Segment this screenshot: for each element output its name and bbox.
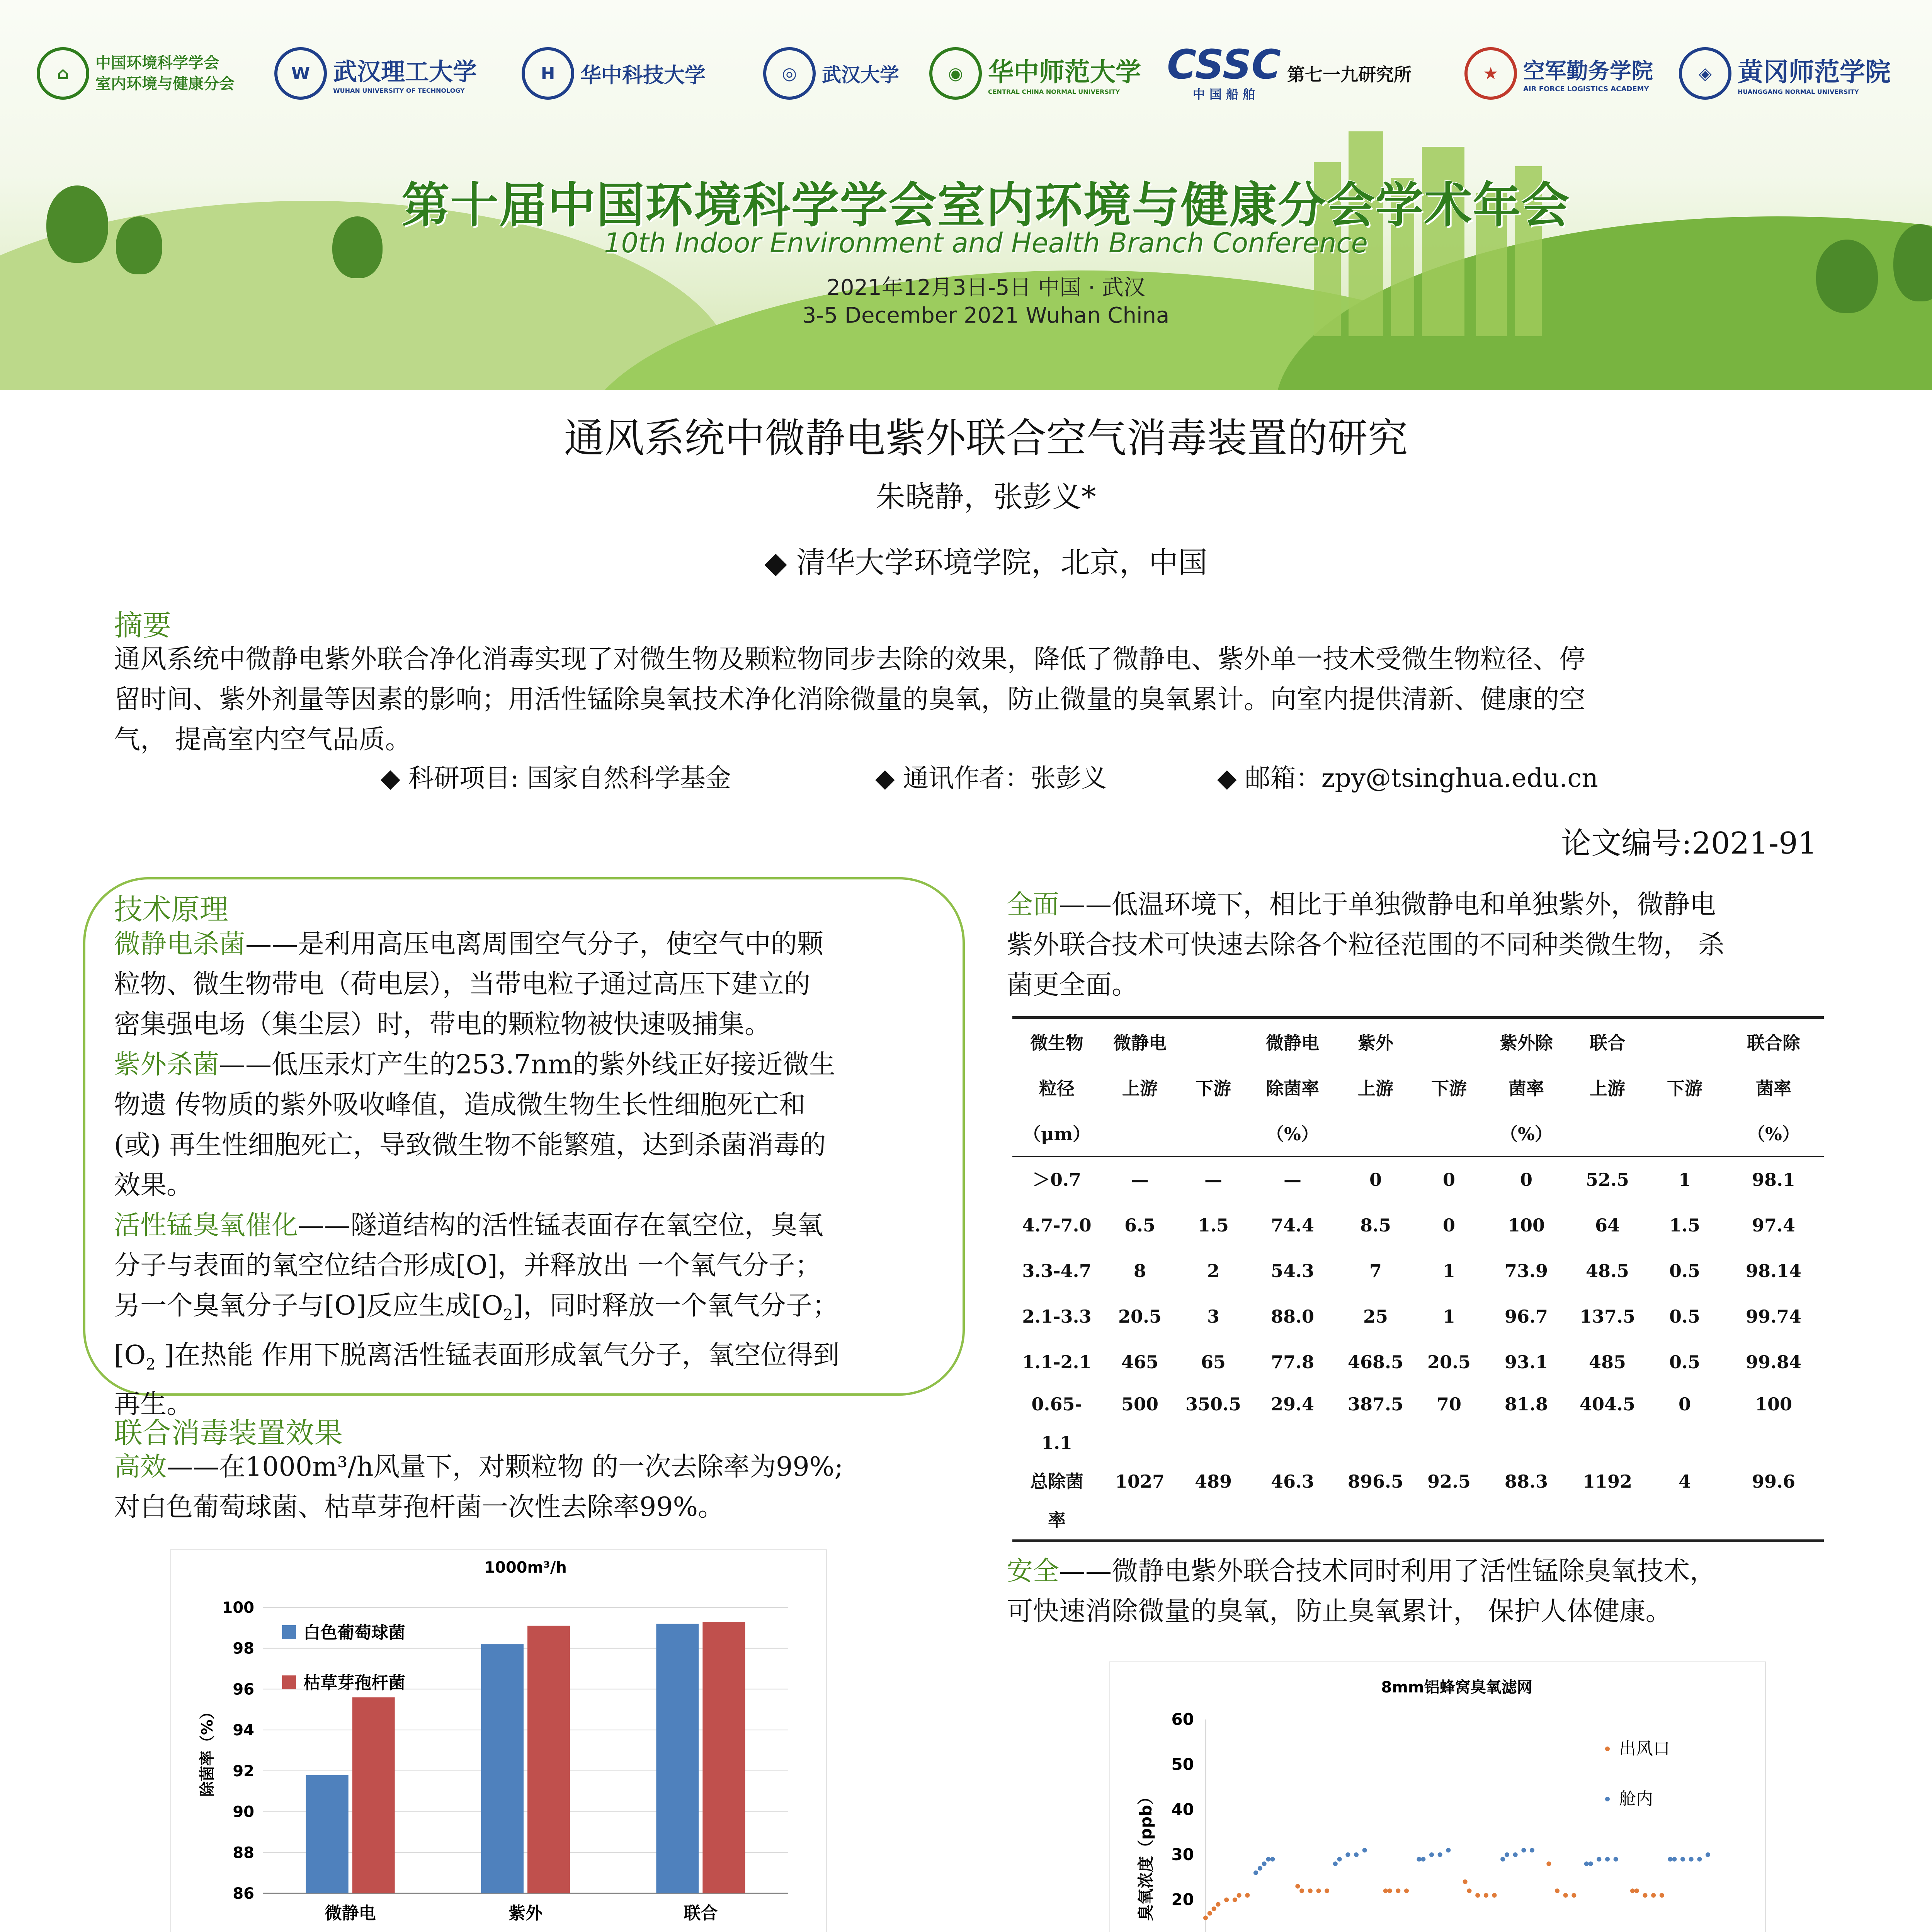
data-point — [1467, 1888, 1472, 1893]
table-cell: 1027 — [1101, 1462, 1179, 1541]
table-header-cell: 紫外 — [1337, 1018, 1414, 1065]
data-point — [1333, 1861, 1338, 1866]
principle-line: ——低压汞灯产生的253.7nm的紫外线正好接近微生 — [219, 1049, 835, 1080]
logo-whut — [274, 46, 477, 100]
hust-badge-icon: H — [522, 47, 574, 100]
data-point — [1308, 1888, 1313, 1893]
conference-date-en: 3-5 December 2021 Wuhan China — [802, 303, 1170, 328]
legend-marker — [1605, 1797, 1610, 1801]
logo-whu — [763, 46, 899, 100]
conference-title-en: 10th Indoor Environment and Health Branch Conference — [604, 227, 1368, 259]
data-point — [1521, 1848, 1526, 1852]
keyword-full: 全面 — [1007, 889, 1060, 920]
data-point — [1630, 1888, 1635, 1893]
table-header-cell: 下游 — [1431, 1078, 1467, 1099]
table-cell: 20.5 — [1118, 1306, 1162, 1327]
chart-title: 1000m³/h — [484, 1559, 567, 1577]
effect-heading: 联合消毒装置效果 — [114, 1417, 343, 1450]
table-row — [1012, 1248, 1824, 1294]
table-cell: 0.5 — [1669, 1306, 1701, 1327]
data-point — [1421, 1857, 1425, 1862]
logo-cssc — [1167, 41, 1412, 102]
keyword-uv: 紫外杀菌 — [114, 1049, 219, 1080]
data-point — [1689, 1857, 1694, 1862]
data-point — [1216, 1902, 1221, 1906]
logo-cssc-sub: 中 国 船 舶 — [1192, 87, 1255, 102]
data-point — [1584, 1861, 1589, 1866]
logo-ccnu — [929, 46, 1141, 100]
table-header-row — [1012, 1110, 1824, 1156]
logo-hgnu-sub: HUANGGANG NORMAL UNIVERSITY — [1738, 88, 1859, 95]
data-point — [1546, 1861, 1551, 1866]
table-cell: 97.4 — [1752, 1215, 1796, 1236]
data-point — [1237, 1893, 1242, 1898]
legend-marker — [1605, 1747, 1610, 1751]
table-cell: 总除菌 率 — [1012, 1462, 1101, 1541]
bar — [352, 1697, 395, 1893]
data-point — [1362, 1848, 1367, 1852]
hgnu-badge-icon: ◈ — [1679, 47, 1731, 100]
table-header-cell: 微生物 — [1012, 1018, 1101, 1065]
data-point — [1651, 1893, 1656, 1898]
principle-line: 物遗 传物质的紫外吸收峰值，造成微生物生长性细胞死亡和 — [114, 1090, 806, 1120]
data-point — [1706, 1852, 1710, 1857]
table-row — [1012, 1385, 1824, 1462]
principle-line: 粒物、微生物带电（荷电层），当带电粒子通过高压下建立的 — [114, 969, 811, 1000]
table-cell: 88.0 — [1270, 1306, 1315, 1327]
logo-whu-name: 武汉大学 — [822, 63, 899, 86]
bar — [702, 1622, 745, 1893]
logo-whut-sub: WUHAN UNIVERSITY OF TECHNOLOGY — [333, 87, 465, 94]
table-cell: 96.7 — [1504, 1306, 1548, 1327]
table-row — [1012, 1462, 1824, 1541]
table-cell: 81.8 — [1504, 1394, 1548, 1415]
logo-hgnu-name: 黄冈师范学院 — [1738, 57, 1891, 87]
table-header-cell: 上游 — [1590, 1078, 1625, 1099]
data-point — [1208, 1911, 1212, 1916]
data-point — [1614, 1857, 1618, 1862]
bar — [481, 1644, 524, 1893]
y-tick-label: 30 — [1171, 1845, 1194, 1864]
y-tick-label: 100 — [222, 1599, 254, 1617]
data-point — [1513, 1852, 1518, 1857]
data-point — [1383, 1888, 1388, 1893]
table-cell: — — [1204, 1169, 1222, 1190]
table-cell: 100 — [1755, 1394, 1793, 1415]
logo-aflc — [1464, 46, 1653, 100]
data-point — [1588, 1861, 1593, 1866]
data-point — [1258, 1866, 1262, 1871]
logo-society-line2: 室内环境与健康分会 — [95, 75, 235, 93]
data-point — [1446, 1848, 1451, 1852]
removal-table — [1012, 1016, 1824, 1542]
data-point — [1295, 1884, 1300, 1889]
abstract-heading: 摘要 — [114, 609, 171, 642]
logo-whut-name: 武汉理工大学 — [333, 58, 477, 86]
table-row — [1012, 1202, 1824, 1248]
principle-line: ——隧道结构的活性锰表面存在氧空位，臭氧 — [298, 1210, 824, 1241]
y-axis-label: 除菌率（%） — [199, 1704, 216, 1797]
principle-line: ]，同时释放一个氧气分子； — [513, 1291, 839, 1321]
data-point — [1345, 1852, 1350, 1857]
table-header-cell — [1646, 1018, 1723, 1065]
table-cell: 0 — [1369, 1169, 1382, 1190]
bar — [656, 1624, 699, 1893]
email-info: ◆ 邮箱：zpy@tsinghua.edu.cn — [1217, 763, 1598, 793]
data-point — [1404, 1888, 1409, 1893]
y-tick-label: 96 — [233, 1680, 254, 1699]
principle-line: 分子与表面的氧空位结合形成[O]，并释放出 一个氧气分子； — [114, 1250, 821, 1281]
keyword-manganese: 活性锰臭氧催化 — [114, 1210, 298, 1241]
table-cell: 8 — [1133, 1260, 1146, 1281]
table-header-cell — [1414, 1018, 1484, 1065]
table-cell: 3.3-4.7 — [1022, 1260, 1092, 1281]
table-header-cell: 菌率 — [1509, 1078, 1544, 1099]
chart-frame — [1109, 1662, 1766, 1932]
legend-label: 枯草芽孢杆菌 — [303, 1673, 405, 1693]
logo-society-line1: 中国环境科学学会 — [95, 54, 219, 72]
data-point — [1354, 1852, 1359, 1857]
table-cell: 65 — [1201, 1352, 1226, 1372]
table-cell: 29.4 — [1270, 1394, 1315, 1415]
table-header-cell: 下游 — [1667, 1078, 1702, 1099]
table-cell: 99.84 — [1745, 1352, 1802, 1372]
data-point — [1672, 1857, 1677, 1862]
table-header-cell: 粒径 — [1039, 1078, 1075, 1099]
principle-line: ]在热能 作用下脱离活性锰表面形成氧气分子，氧空位得到 — [155, 1340, 840, 1371]
effect-safe: 安全——微静电紫外联合技术同时利用了活性锰除臭氧技术， 可快速消除微量的臭氧，防止臭氧累计， 保护人体健康。 — [1007, 1556, 1716, 1627]
table-header-cell: 上游 — [1122, 1078, 1158, 1099]
table-cell: 1.5 — [1197, 1215, 1229, 1236]
abstract-line: 通风系统中微静电紫外联合净化消毒实现了对微生物及颗粒物同步去除的效果，降低了微静电、紫外单一技术受微生物粒径、停 — [114, 644, 1586, 675]
corresponding-author: ◆ 通讯作者：张彭义 — [875, 763, 1107, 793]
paper-title: 通风系统中微静电紫外联合空气消毒装置的研究 — [564, 415, 1408, 462]
table-header-cell — [1569, 1110, 1646, 1156]
logo-ccnu-sub: CENTRAL CHINA NORMAL UNIVERSITY — [988, 88, 1120, 95]
table-cell: 387.5 — [1347, 1394, 1404, 1415]
keyword-high: 高效 — [114, 1452, 167, 1482]
table-header-cell: 上游 — [1358, 1078, 1393, 1099]
data-point — [1429, 1852, 1434, 1857]
table-header-cell — [1414, 1110, 1484, 1156]
data-point — [1212, 1906, 1216, 1911]
data-point — [1463, 1879, 1468, 1884]
data-point — [1325, 1888, 1329, 1893]
data-point — [1643, 1893, 1648, 1898]
logo-aflc-sub: AIR FORCE LOGISTICS ACADEMY — [1523, 85, 1649, 93]
data-point — [1224, 1898, 1229, 1902]
table-header-cell: 下游 — [1196, 1078, 1231, 1099]
principle-line: (或) 再生性细胞死亡，导致微生物不能繁殖，达到杀菌消毒的 — [114, 1130, 826, 1160]
principle-text: 微静电杀菌——是利用高压电离周围空气分子，使空气中的颗 粒物、微生物带电（荷电层），当带电粒子通过高压下建立的 密集强电场（集尘层）时，带电的颗粒物被快速吸捕集。 紫外杀菌——低压汞灯产生的253.7nm的紫外线正好接近微生 物遗 传物质的紫外吸收峰值，造成微生物生长性细胞死亡和 (或) 再生性细胞死亡，导致微生物不能繁殖，达到杀菌消毒的 效果。 活性锰臭氧催化——隧道结构的活性锰表面存在氧空位，臭氧 分子与表面的氧空位结合形成[O]，并释放出 一个氧气分子； 另一个臭氧分子与[O]反应生成$[O_2]$，同时释放一个氧气分子； [$O_2$ ]在热能 作用下脱离活性锰表面形成氧气分子，氧空位得到 再生。 — [114, 924, 964, 1425]
data-point — [1270, 1857, 1275, 1862]
principle-heading: 技术原理 — [114, 893, 228, 926]
data-point — [1492, 1893, 1497, 1898]
logo-hgnu — [1679, 46, 1891, 100]
data-point — [1396, 1888, 1400, 1893]
table-cell: 100 — [1507, 1215, 1545, 1236]
table-header-cell: 联合除 — [1723, 1018, 1824, 1065]
table-cell: 20.5 — [1427, 1352, 1471, 1372]
data-point — [1668, 1857, 1673, 1862]
data-point — [1660, 1893, 1664, 1898]
table-cell: 485 — [1588, 1352, 1626, 1372]
table-header-cell — [1646, 1110, 1723, 1156]
principle-line: ——是利用高压电离周围空气分子，使空气中的颗 — [245, 929, 824, 959]
logo-719-institute: 第七一九研究所 — [1287, 64, 1412, 85]
logo-society — [37, 46, 235, 100]
table-cell: 137.5 — [1579, 1306, 1636, 1327]
table-cell: 489 — [1179, 1462, 1248, 1541]
x-tick-label: 微静电 — [325, 1903, 376, 1923]
data-point — [1475, 1893, 1480, 1898]
data-point — [1388, 1888, 1392, 1893]
table-cell: 99.6 — [1723, 1462, 1824, 1541]
table-header-cell: （%） — [1484, 1110, 1569, 1156]
y-tick-label: 98 — [233, 1639, 254, 1658]
table-cell: 1.5 — [1669, 1215, 1701, 1236]
table-cell: 465 — [1121, 1352, 1159, 1372]
data-point — [1697, 1857, 1702, 1862]
data-point — [1438, 1852, 1442, 1857]
table-header-cell: （%） — [1723, 1110, 1824, 1156]
table-cell: 4.7-7.0 — [1022, 1215, 1092, 1236]
table-cell: 0.5 — [1669, 1260, 1701, 1281]
legend-label: 舱内 — [1619, 1789, 1653, 1809]
table-cell: 77.8 — [1270, 1352, 1315, 1372]
table-cell: 2 — [1207, 1260, 1219, 1281]
legend-label: 白色葡萄球菌 — [303, 1623, 405, 1643]
y-tick-label: 88 — [233, 1844, 254, 1862]
data-point — [1500, 1857, 1505, 1862]
table-cell: 1 — [1678, 1169, 1691, 1190]
ccnu-badge-icon: ◉ — [929, 47, 982, 100]
table-header-cell — [1101, 1110, 1179, 1156]
table-cell: 52.5 — [1585, 1169, 1629, 1190]
project-info: ◆ 科研项目: 国家自然科学基金 — [381, 763, 731, 793]
keyword-safe: 安全 — [1007, 1556, 1060, 1587]
table-cell: 6.5 — [1124, 1215, 1156, 1236]
table-header-row — [1012, 1018, 1824, 1065]
table-cell: 92.5 — [1414, 1462, 1484, 1541]
data-point — [1530, 1848, 1534, 1852]
table-cell: 0 — [1520, 1169, 1532, 1190]
society-badge-icon: ⌂ — [37, 47, 89, 100]
table-cell: 88.3 — [1484, 1462, 1569, 1541]
table-cell: 98.1 — [1752, 1169, 1796, 1190]
table-cell: 3 — [1207, 1306, 1219, 1327]
table-cell: 99.74 — [1745, 1306, 1802, 1327]
data-point — [1262, 1861, 1267, 1866]
bar-chart-1000 — [170, 1549, 827, 1932]
table-header-cell: 微静电 — [1248, 1018, 1337, 1065]
legend-swatch — [282, 1625, 296, 1639]
y-axis-label: 臭氧浓度（ppb） — [1136, 1788, 1155, 1921]
table-cell: 70 — [1436, 1394, 1461, 1415]
table-cell: 468.5 — [1347, 1352, 1404, 1372]
table-cell: 46.3 — [1248, 1462, 1337, 1541]
data-point — [1253, 1871, 1258, 1875]
data-point — [1605, 1857, 1610, 1862]
data-point — [1597, 1857, 1601, 1862]
abstract-line: 气， 提高室内空气品质。 — [114, 724, 412, 755]
y-tick-label: 94 — [233, 1721, 254, 1740]
abstract-text — [114, 639, 1891, 760]
data-point — [1316, 1888, 1321, 1893]
whut-badge-icon: W — [274, 47, 327, 100]
table-cell: 7 — [1369, 1260, 1382, 1281]
table-header-row — [1012, 1065, 1824, 1110]
table-header-cell: 除菌率 — [1266, 1078, 1319, 1099]
table-header-cell: 紫外除 — [1484, 1018, 1569, 1065]
data-point — [1563, 1893, 1568, 1898]
table-cell: 1.1-2.1 — [1022, 1352, 1092, 1372]
chart-title: 8mm铝蜂窝臭氧滤网 — [1381, 1679, 1532, 1696]
table-cell: 74.4 — [1270, 1215, 1315, 1236]
table-cell: 25 — [1363, 1306, 1388, 1327]
table-cell: 93.1 — [1504, 1352, 1548, 1372]
data-point — [1484, 1893, 1488, 1898]
data-point — [1555, 1888, 1560, 1893]
table-header-cell: 微静电 — [1101, 1018, 1179, 1065]
keyword-electrostatic: 微静电杀菌 — [114, 929, 246, 959]
table-header-cell — [1179, 1110, 1248, 1156]
y-tick-label: 90 — [233, 1803, 254, 1821]
data-point — [1337, 1857, 1342, 1862]
table-cell: — — [1284, 1169, 1301, 1190]
whu-badge-icon: ◎ — [763, 47, 816, 100]
table-cell: 54.3 — [1270, 1260, 1315, 1281]
table-header-cell — [1179, 1018, 1248, 1065]
table-cell: — — [1131, 1169, 1149, 1190]
y-tick-label: 40 — [1171, 1800, 1194, 1819]
table-cell: 64 — [1595, 1215, 1620, 1236]
table-cell: 0 — [1442, 1169, 1455, 1190]
conference-date-cn: 2021年12月3日-5日 中国 · 武汉 — [827, 275, 1145, 300]
data-point — [1571, 1893, 1576, 1898]
table-cell: 0 — [1442, 1215, 1455, 1236]
data-point — [1417, 1857, 1422, 1862]
data-point — [1203, 1915, 1208, 1920]
table-header-cell: 联合 — [1569, 1018, 1646, 1065]
data-point — [1233, 1898, 1237, 1902]
table-cell: 4 — [1646, 1462, 1723, 1541]
logo-aflc-name: 空军勤务学院 — [1523, 58, 1653, 84]
bar — [527, 1626, 570, 1893]
data-point — [1634, 1888, 1639, 1893]
legend-label: 出风口 — [1619, 1739, 1670, 1759]
paper-authors: 朱晓静，张彭义* — [876, 480, 1096, 514]
table-cell: 1 — [1442, 1260, 1455, 1281]
bar — [306, 1775, 349, 1893]
legend-swatch — [282, 1675, 296, 1689]
table-cell: 0.65- 1.1 — [1031, 1394, 1082, 1453]
table-cell: 404.5 — [1579, 1394, 1636, 1415]
logo-hust-name: 华中科技大学 — [580, 62, 706, 87]
aflc-badge-icon: ★ — [1464, 47, 1517, 100]
ozone-scatter-chart — [1109, 1662, 1766, 1932]
logo-cssc-brand: CSSC — [1167, 41, 1281, 88]
table-cell: 1 — [1442, 1306, 1455, 1327]
table-row — [1012, 1339, 1824, 1385]
table-row — [1012, 1294, 1824, 1339]
paper-number: 论文编号:2021-91 — [1561, 826, 1817, 861]
table-cell: 896.5 — [1337, 1462, 1414, 1541]
y-tick-label: 50 — [1171, 1755, 1194, 1774]
table-cell: 0 — [1678, 1394, 1691, 1415]
table-cell: 8.5 — [1360, 1215, 1391, 1236]
table-header-cell: （μm） — [1012, 1110, 1101, 1156]
logo-hust — [522, 46, 706, 100]
table-header-cell: 菌率 — [1756, 1078, 1791, 1099]
data-point — [1266, 1857, 1271, 1862]
table-cell: 1192 — [1569, 1462, 1646, 1541]
table-row — [1012, 1156, 1824, 1203]
principle-line: 密集强电场（集尘层）时，带电的颗粒物被快速吸捕集。 — [114, 1009, 771, 1040]
table-cell: 0.5 — [1669, 1352, 1701, 1372]
effect-high: 高效——在1000m³/h风量下，对颗粒物 的一次去除率为99%; 对白色葡萄球菌、枯草芽孢杆菌一次性去除率99%。 — [114, 1452, 844, 1522]
y-tick-label: 86 — [233, 1885, 254, 1903]
table-cell: 98.14 — [1745, 1260, 1802, 1281]
principle-line: 效果。 — [114, 1170, 193, 1201]
y-tick-label: 60 — [1171, 1710, 1194, 1729]
table-cell: 48.5 — [1585, 1260, 1629, 1281]
x-tick-label: 联合 — [684, 1903, 718, 1923]
paper-affiliation: ◆ 清华大学环境学院，北京，中国 — [764, 545, 1208, 580]
table-cell: ＞0.7 — [1032, 1169, 1082, 1190]
y-tick-label: 92 — [233, 1762, 254, 1780]
abstract-line: 留时间、紫外剂量等因素的影响；用活性锰除臭氧技术净化消除微量的臭氧，防止微量的臭氧累计。向室内提供清新、健康的空 — [114, 684, 1586, 715]
data-point — [1245, 1893, 1250, 1898]
data-point — [1680, 1857, 1685, 1862]
table-cell: 500 — [1121, 1394, 1159, 1415]
effect-full: 全面——低温环境下，相比于单独微静电和单独紫外，微静电 紫外联合技术可快速去除各个粒径范围的不同种类微生物， 杀 菌更全面。 — [1007, 889, 1725, 1000]
table-header-cell — [1337, 1110, 1414, 1156]
data-point — [1299, 1888, 1304, 1893]
x-tick-label: 紫外 — [509, 1903, 543, 1923]
table-cell: 2.1-3.3 — [1022, 1306, 1092, 1327]
logo-ccnu-name: 华中师范大学 — [988, 57, 1141, 87]
principle-line: 再生。 — [114, 1389, 193, 1420]
conference-title-cn: 第十届中国环境科学学会室内环境与健康分会学术年会 — [401, 178, 1570, 233]
table-cell: 73.9 — [1504, 1260, 1548, 1281]
conference-banner — [0, 0, 1932, 390]
table-header-cell: （%） — [1248, 1110, 1337, 1156]
y-tick-label: 20 — [1171, 1890, 1194, 1909]
data-point — [1505, 1852, 1509, 1857]
table-cell: 350.5 — [1185, 1394, 1242, 1415]
